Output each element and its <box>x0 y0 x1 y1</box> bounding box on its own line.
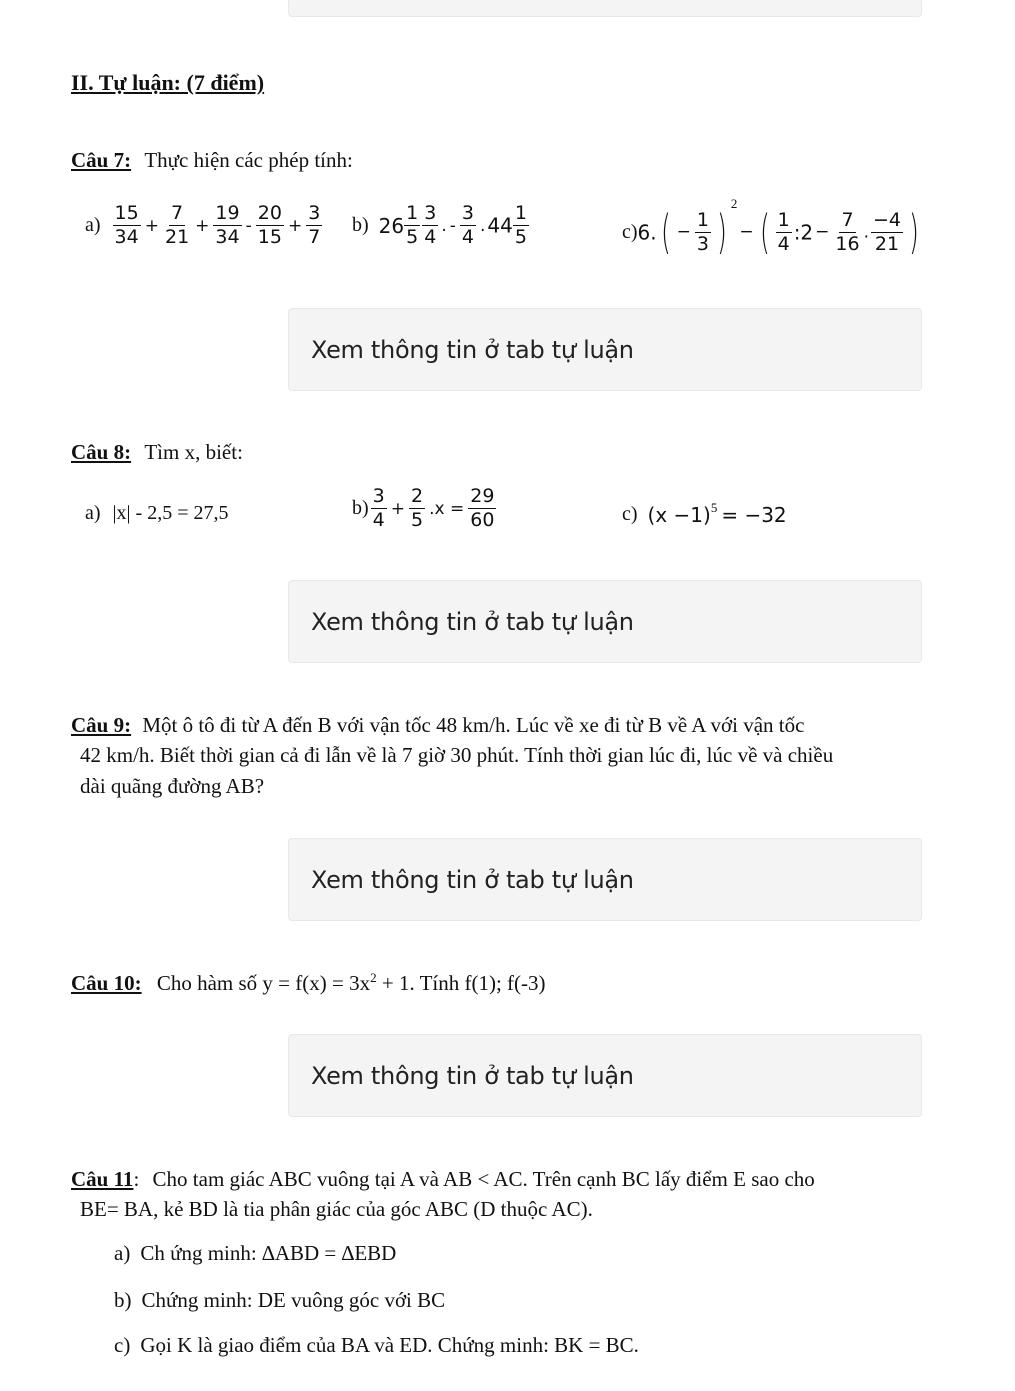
fraction: $\frac{2}{5}$ <box>411 485 424 531</box>
fraction: $\frac{20}{15}$ <box>257 202 282 248</box>
q10-label: Câu 10: <box>71 971 142 995</box>
fraction: $\frac{15}{34}$ <box>114 202 139 248</box>
q8-text: Tìm x, biết: <box>144 440 243 464</box>
answer-box-q8[interactable] <box>288 580 922 663</box>
q8-c-label: c) <box>622 503 638 526</box>
q7-a: a) $\frac{15}{34}$ + $\frac{7}{21}$ + $\frac{19}{34}$ - $\frac{20}{15}$ + $\frac{3}{7}$ <box>85 202 321 248</box>
q9-line3: dài quãng đường AB? <box>80 774 265 798</box>
q8-label: Câu 8: <box>71 440 132 464</box>
q9-line1: Câu 9: Một ô tô đi từ A đến B với vận tốc 48 km/h. Lúc về xe đi từ B về A với vận tốc <box>71 713 805 737</box>
answer-box-q9[interactable] <box>288 838 922 921</box>
fraction: $\frac{-4}{21}$ <box>873 208 902 255</box>
q8-a: a) |x| - 2,5 = 27,5 <box>85 502 229 524</box>
answer-box-text: Xem thông tin ở tab tự luận <box>311 865 634 894</box>
q11-item: a) Ch ứng minh: ∆ABD = ∆EBD <box>114 1241 397 1265</box>
answer-box-text: Xem thông tin ở tab tự luận <box>311 607 634 636</box>
q9-label: Câu 9: <box>71 713 132 737</box>
fraction: $\frac{1}{5}$ <box>514 202 527 248</box>
fraction: $\frac{7}{21}$ <box>164 202 190 248</box>
q11-item: c) Gọi K là giao điểm của BA và ED. Chứng minh: BK = BC. <box>114 1333 639 1357</box>
fraction: $\frac{1}{5}$ <box>406 202 419 248</box>
fraction: $\frac{1}{4}$ <box>777 208 790 255</box>
answer-box-q10[interactable] <box>288 1034 922 1117</box>
answer-box-text: Xem thông tin ở tab tự luận <box>311 335 634 364</box>
answer-box-q7[interactable] <box>288 308 922 391</box>
section-heading: II. Tự luận: (7 điểm) <box>71 70 265 95</box>
q7-c-label: c) <box>622 220 638 243</box>
q7-a-label: a) <box>85 214 101 236</box>
fraction: $\frac{3}{4}$ <box>424 202 437 248</box>
q11-item: b) Chứng minh: DE vuông góc với BC <box>114 1288 446 1312</box>
fraction: $\frac{1}{3}$ <box>696 208 709 255</box>
q7-title <box>71 148 353 173</box>
q8-title <box>71 440 243 465</box>
q8-b: b) $\frac{3}{4}$ + $\frac{2}{5}$ .x = $\frac{29}{60}$ <box>352 485 495 531</box>
fraction: $\frac{3}{4}$ <box>461 202 474 248</box>
q7-c: c)6.( − $\frac{1}{3}$ )$^2$− ( $\frac{1}{4}$ :2 − $\frac{7}{16}$ . $\frac{-4}{21}$ ) <box>622 196 919 260</box>
q8-b-label: b) <box>352 497 369 519</box>
fraction: $\frac{3}{7}$ <box>308 202 321 248</box>
fraction: $\frac{19}{34}$ <box>215 202 240 248</box>
q7-b: b) 26 $\frac{1}{5}$ $\frac{3}{4}$ . - $\frac{3}{4}$ . 44 $\frac{1}{5}$ <box>352 202 527 248</box>
answer-box-text: Xem thông tin ở tab tự luận <box>311 1061 634 1090</box>
q8-a-label: a) <box>85 502 101 524</box>
fraction: $\frac{7}{16}$ <box>835 208 860 255</box>
q11-label: Câu 11 <box>71 1167 134 1191</box>
q7-label: Câu 7: <box>71 148 132 172</box>
fraction: $\frac{3}{4}$ <box>372 485 385 531</box>
q7-b-label: b) <box>352 214 369 236</box>
q11-line1: Câu 11: Cho tam giác ABC vuông tại A và AB < AC. Trên cạnh BC lấy điểm E sao cho <box>71 1167 815 1191</box>
fraction: $\frac{29}{60}$ <box>470 485 495 531</box>
q9-line2: 42 km/h. Biết thời gian cả đi lẫn về là 7 giờ 30 phút. Tính thời gian lúc đi, lúc về và chiều <box>80 743 834 767</box>
q11-line2: BE= BA, kẻ BD là tia phân giác của góc ABC (D thuộc AC). <box>80 1197 593 1221</box>
q8-c: c) $(x -1)^5 = -32$ <box>622 500 787 527</box>
q10-title: Câu 10: Cho hàm số $y = f(x) = 3x^2 + 1$. Tính f(1); f(-3) <box>71 970 546 995</box>
q7-text: Thực hiện các phép tính: <box>144 148 353 172</box>
answer-box-top <box>288 0 922 17</box>
